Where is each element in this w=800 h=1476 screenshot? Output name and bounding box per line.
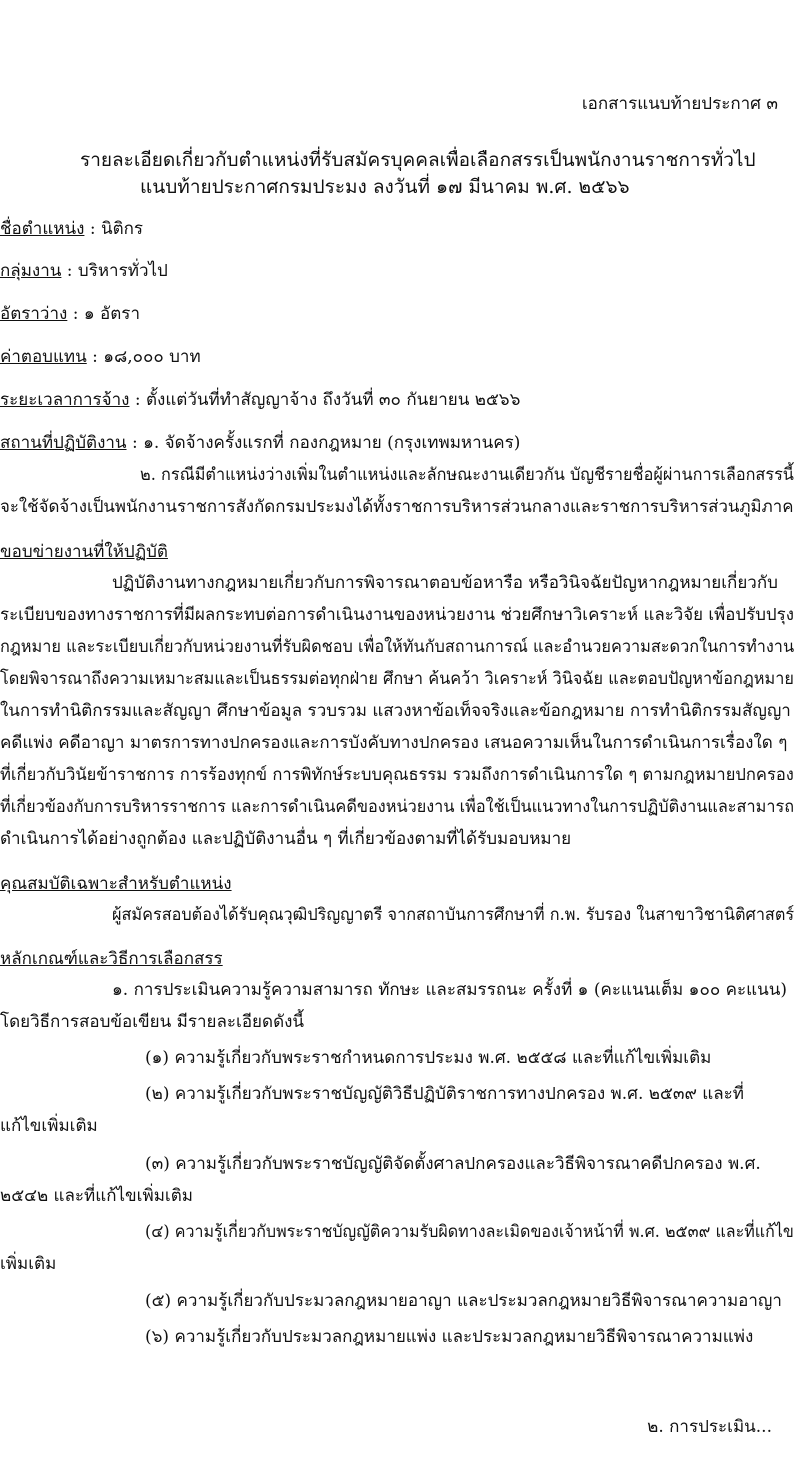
criteria-item-3-cont: ๒๕๔๒ และที่แก้ไขเพิ่มเติม bbox=[0, 1186, 193, 1206]
criteria-item-4-cont: เพิ่มเติม bbox=[0, 1254, 57, 1274]
period-label: ระยะเวลาการจ้าง bbox=[0, 390, 130, 410]
scope-line: คดีแพ่ง คดีอาญา มาตรการทางปกครองและการบังคับทางปกครอง เสนอความเห็นในการดำเนินการเรื่องใด ๆ bbox=[0, 733, 788, 753]
footer-continuation: ๒. การประเมิน... bbox=[647, 1417, 772, 1437]
criteria-item-2: (๒) ความรู้เกี่ยวกับพระราชบัญญัติวิธีปฏิบัติราชการทางปกครอง พ.ศ. ๒๕๓๙ และที่ bbox=[145, 1084, 745, 1104]
group-label: กลุ่มงาน bbox=[0, 261, 62, 281]
period-row bbox=[0, 388, 520, 412]
scope-line: ที่เกี่ยวกับวินัยข้าราชการ การร้องทุกข์ การพิทักษ์ระบบคุณธรรม รวมถึงการดำเนินการใด ๆ ตามกฎหมายปกครอง bbox=[0, 765, 794, 785]
criteria-item-1: (๑) ความรู้เกี่ยวกับพระราชกำหนดการประมง พ.ศ. ๒๕๕๘ และที่แก้ไขเพิ่มเติม bbox=[145, 1048, 712, 1068]
scope-line: กฎหมาย และระเบียบเกี่ยวกับหน่วยงานที่รับผิดชอบ เพื่อให้ทันกับสถานการณ์ และอำนวยความสะดวกในการทำงาน bbox=[0, 637, 795, 657]
header-reference: เอกสารแนบท้ายประกาศ ๓ bbox=[581, 94, 778, 114]
scope-line: ในการทำนิติกรรมและสัญญา ศึกษาข้อมูล รวบรวม แสวงหาข้อเท็จจริงและข้อกฎหมาย การทำนิติกรรมสัญญา bbox=[0, 701, 791, 721]
salary-label: ค่าตอบแทน bbox=[0, 347, 87, 367]
position-row bbox=[0, 217, 143, 241]
workplace-line-2: ๒. กรณีมีตำแหน่งว่างเพิ่มในตำแหน่งและลักษณะงานเดียวกัน บัญชีรายชื่อผู้ผ่านการเลือกสรรนี้ bbox=[140, 465, 794, 485]
scope-line: ที่เกี่ยวข้องกับการบริหารราชการ และการดำเนินคดีของหน่วยงาน เพื่อใช้เป็นแนวทางในการปฏิบัติงานและสามารถ bbox=[0, 797, 795, 817]
workplace-line-1: : ๑. จัดจ้างครั้งแรกที่ กองกฎหมาย (กรุงเทพมหานคร) bbox=[131, 433, 521, 453]
scope-line: ปฏิบัติงานทางกฎหมายเกี่ยวกับการพิจารณาตอบข้อหารือ หรือวินิจฉัยปัญหากฎหมายเกี่ยวกับ bbox=[112, 573, 778, 593]
scope-line: โดยพิจารณาถึงความเหมาะสมและเป็นธรรมต่อทุกฝ่าย ศึกษา ค้นคว้า วิเคราะห์ วินิจฉัย และตอบปัญหาข้อกฎหมาย bbox=[0, 669, 794, 689]
scope-heading: ขอบข่ายงานที่ให้ปฏิบัติ bbox=[0, 542, 168, 562]
position-label: ชื่อตำแหน่ง bbox=[0, 219, 85, 239]
position-value: : นิติกร bbox=[89, 219, 144, 239]
workplace-line-3: จะใช้จัดจ้างเป็นพนักงานราชการสังกัดกรมประมงได้ทั้งราชการบริหารส่วนกลางและราชการบริหารส่วนภูมิภาค bbox=[0, 497, 794, 517]
vacancy-label: อัตราว่าง bbox=[0, 304, 68, 324]
group-value: : บริหารทั่วไป bbox=[66, 261, 168, 281]
scope-line: ระเบียบของทางราชการที่มีผลกระทบต่อการดำเนินงานของหน่วยงาน ช่วยศึกษาวิเคราะห์ และวิจัย เพื่อปรับปรุง bbox=[0, 605, 794, 625]
criteria-item-3: (๓) ความรู้เกี่ยวกับพระราชบัญญัติจัดตั้งศาลปกครองและวิธีพิจารณาคดีปกครอง พ.ศ. bbox=[145, 1154, 761, 1174]
salary-value: : ๑๘,๐๐๐ บาท bbox=[92, 347, 201, 367]
salary-row bbox=[0, 345, 201, 369]
criteria-item-2-cont: แก้ไขเพิ่มเติม bbox=[0, 1116, 98, 1136]
vacancy-row bbox=[0, 302, 140, 326]
criteria-item-6: (๖) ความรู้เกี่ยวกับประมวลกฎหมายแพ่ง และประมวลกฎหมายวิธีพิจารณาความแพ่ง bbox=[145, 1327, 754, 1347]
vacancy-value: : ๑ อัตรา bbox=[72, 304, 140, 324]
qualification-text: ผู้สมัครสอบต้องได้รับคุณวุฒิปริญญาตรี จากสถาบันการศึกษาที่ ก.พ. รับรอง ในสาขาวิชานิติศาสตร์ bbox=[112, 905, 795, 925]
scope-line: ดำเนินการได้อย่างถูกต้อง และปฏิบัติงานอื่น ๆ ที่เกี่ยวข้องตามที่ได้รับมอบหมาย bbox=[0, 829, 572, 849]
title-line-1: รายละเอียดเกี่ยวกับตำแหน่งที่รับสมัครบุคคลเพื่อเลือกสรรเป็นพนักงานราชการทั่วไป bbox=[80, 149, 756, 171]
criteria-heading: หลักเกณฑ์และวิธีการเลือกสรร bbox=[0, 949, 223, 969]
title-line-2: แนบท้ายประกาศกรมประมง ลงวันที่ ๑๗ มีนาคม พ.ศ. ๒๕๖๖ bbox=[140, 176, 630, 198]
criteria-item-5: (๕) ความรู้เกี่ยวกับประมวลกฎหมายอาญา และประมวลกฎหมายวิธีพิจารณาความอาญา bbox=[145, 1291, 782, 1311]
period-value: : ตั้งแต่วันที่ทำสัญญาจ้าง ถึงวันที่ ๓๐ กันยายน ๒๕๖๖ bbox=[134, 390, 521, 410]
criteria-item-4: (๔) ความรู้เกี่ยวกับพระราชบัญญัติความรับผิดทางละเมิดของเจ้าหน้าที่ พ.ศ. ๒๕๓๙ และที่แก้ไข bbox=[145, 1222, 794, 1242]
criteria-intro-2: โดยวิธีการสอบข้อเขียน มีรายละเอียดดังนี้ bbox=[0, 1012, 305, 1032]
workplace-label: สถานที่ปฏิบัติงาน bbox=[0, 433, 127, 453]
group-row bbox=[0, 259, 168, 283]
workplace-row bbox=[0, 431, 520, 455]
qualification-heading: คุณสมบัติเฉพาะสำหรับตำแหน่ง bbox=[0, 874, 232, 894]
criteria-intro-1: ๑. การประเมินความรู้ความสามารถ ทักษะ และสมรรถนะ ครั้งที่ ๑ (คะแนนเต็ม ๑๐๐ คะแนน) bbox=[112, 980, 787, 1000]
